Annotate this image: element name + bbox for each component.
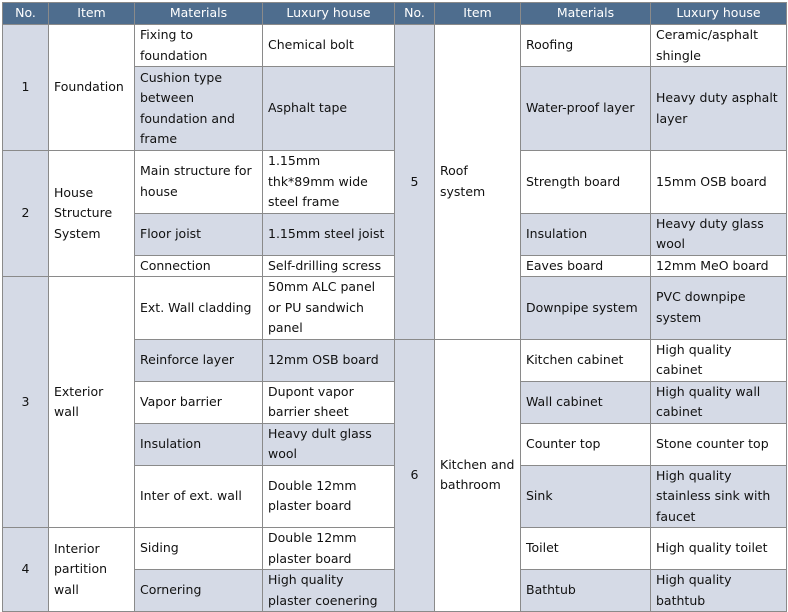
material-cell: Toilet (521, 528, 651, 570)
group-3-item: Exterior wall (49, 277, 135, 528)
group-3-no: 3 (3, 277, 49, 528)
material-cell: Water-proof layer (521, 67, 651, 151)
header-luxury-right: Luxury house (651, 3, 787, 25)
luxury-cell: High quality stainless sink with faucet (651, 465, 787, 528)
luxury-cell: 50mm ALC panel or PU sandwich panel (263, 277, 395, 340)
luxury-cell: PVC downpipe system (651, 277, 787, 340)
group-6-item: Kitchen and bathroom (435, 339, 521, 612)
material-cell: Eaves board (521, 255, 651, 277)
header-materials-left: Materials (135, 3, 263, 25)
group-2-no: 2 (3, 151, 49, 277)
luxury-cell: Heavy duty asphalt layer (651, 67, 787, 151)
luxury-cell: Ceramic/asphalt shingle (651, 25, 787, 67)
group-1-item: Foundation (49, 25, 135, 151)
luxury-cell: 15mm OSB board (651, 151, 787, 214)
header-item-left: Item (49, 3, 135, 25)
material-cell: Fixing to foundation (135, 25, 263, 67)
luxury-cell: High quality plaster coenering (263, 570, 395, 612)
material-cell: Inter of ext. wall (135, 465, 263, 528)
luxury-cell: Self-drilling scress (263, 255, 395, 277)
header-no-left: No. (3, 3, 49, 25)
material-cell: Wall cabinet (521, 381, 651, 423)
luxury-cell: 12mm OSB board (263, 339, 395, 381)
material-cell: Downpipe system (521, 277, 651, 340)
group-1-no: 1 (3, 25, 49, 151)
material-cell: Kitchen cabinet (521, 339, 651, 381)
material-cell: Floor joist (135, 213, 263, 255)
group-6-no: 6 (395, 339, 435, 612)
material-cell: Insulation (135, 423, 263, 465)
luxury-cell: Heavy dult glass wool (263, 423, 395, 465)
group-2-item: House Structure System (49, 151, 135, 277)
material-cell: Reinforce layer (135, 339, 263, 381)
luxury-cell: Double 12mm plaster board (263, 528, 395, 570)
luxury-cell: High quality cabinet (651, 339, 787, 381)
material-cell: Counter top (521, 423, 651, 465)
material-cell: Sink (521, 465, 651, 528)
luxury-cell: Heavy duty glass wool (651, 213, 787, 255)
group-5-item: Roof system (435, 25, 521, 340)
header-materials-right: Materials (521, 3, 651, 25)
luxury-cell: Asphalt tape (263, 67, 395, 151)
material-cell: Cushion type between foundation and frame (135, 67, 263, 151)
header-item-right: Item (435, 3, 521, 25)
material-cell: Cornering (135, 570, 263, 612)
material-cell: Bathtub (521, 570, 651, 612)
house-specification-table (2, 2, 787, 612)
material-cell: Roofing (521, 25, 651, 67)
luxury-cell: Stone counter top (651, 423, 787, 465)
group-5-no: 5 (395, 25, 435, 340)
group-4-no: 4 (3, 528, 49, 612)
material-cell: Main structure for house (135, 151, 263, 214)
header-luxury-left: Luxury house (263, 3, 395, 25)
luxury-cell: Double 12mm plaster board (263, 465, 395, 528)
material-cell: Vapor barrier (135, 381, 263, 423)
material-cell: Ext. Wall cladding (135, 277, 263, 340)
luxury-cell: Dupont vapor barrier sheet (263, 381, 395, 423)
material-cell: Siding (135, 528, 263, 570)
group-4-item: Interior partition wall (49, 528, 135, 612)
luxury-cell: Chemical bolt (263, 25, 395, 67)
material-cell: Insulation (521, 213, 651, 255)
header-row (3, 3, 787, 25)
material-cell: Connection (135, 255, 263, 277)
table-row (3, 25, 787, 67)
luxury-cell: 12mm MeO board (651, 255, 787, 277)
material-cell: Strength board (521, 151, 651, 214)
luxury-cell: 1.15mm steel joist (263, 213, 395, 255)
luxury-cell: High quality bathtub (651, 570, 787, 612)
luxury-cell: High quality toilet (651, 528, 787, 570)
header-no-right: No. (395, 3, 435, 25)
luxury-cell: 1.15mm thk*89mm wide steel frame (263, 151, 395, 214)
luxury-cell: High quality wall cabinet (651, 381, 787, 423)
